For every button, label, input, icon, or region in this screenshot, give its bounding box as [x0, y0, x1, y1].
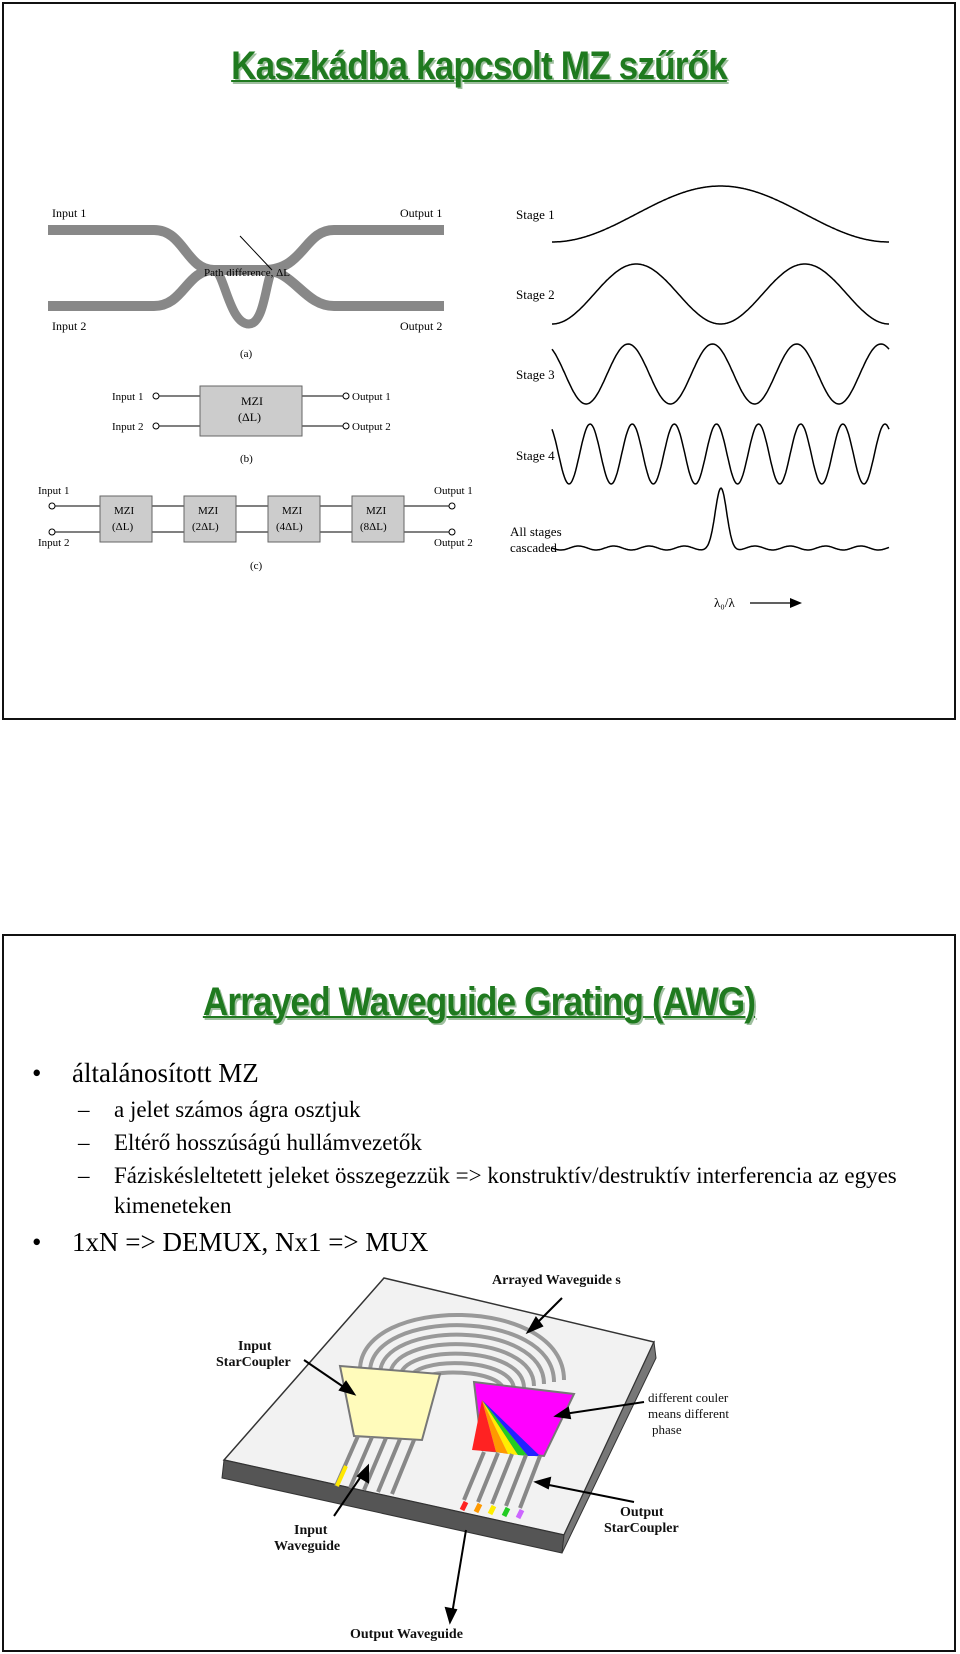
svg-text:(4ΔL): (4ΔL) [276, 521, 303, 533]
cascaded-curve [552, 488, 889, 550]
svg-text:MZI: MZI [198, 505, 219, 517]
fig-a-path-diff-pointer [240, 236, 272, 270]
awg-diagram [4, 1270, 954, 1650]
fig-c-mzi-box-4 [352, 496, 404, 542]
label-input-star-2: StarCoupler [216, 1355, 291, 1370]
stage4-curve [552, 424, 889, 484]
slide2-title: Arrayed Waveguide Grating (AWG) [202, 980, 756, 1024]
label-diff-3: phase [652, 1422, 682, 1437]
sub-bullet-3: – Fáziskésleltetett jeleket összegezzük => konstruktív/destruktív interferencia az egyes kimeneteken [32, 1161, 954, 1221]
fig-b-output2: Output 2 [352, 421, 391, 433]
label-output-wg: Output Waveguide [350, 1627, 463, 1642]
stage1-curve [552, 186, 889, 242]
fig-c-mzi-box-3 [268, 496, 320, 542]
axis-label: λ₀/λ [714, 595, 735, 610]
bullet-list [32, 1052, 954, 1264]
slide1-title: Kaszkádba kapcsolt MZ szűrők [231, 44, 727, 88]
stage3-label: Stage 3 [516, 367, 555, 382]
label-diff-2: means different [648, 1406, 729, 1421]
fig-b-input1: Input 1 [112, 391, 144, 403]
svg-text:MZI: MZI [282, 505, 303, 517]
all-stages-label-1: All stages [510, 524, 562, 539]
svg-text:MZI: MZI [366, 505, 387, 517]
svg-text:(2ΔL): (2ΔL) [192, 521, 219, 533]
label-diff-1: different couler [648, 1390, 729, 1405]
axis-arrowhead [790, 598, 802, 608]
fig-c-output1: Output 1 [434, 485, 473, 497]
bullet-2: • 1xN => DEMUX, Nx1 => MUX [32, 1225, 954, 1260]
stage1-label: Stage 1 [516, 207, 555, 222]
mz-cascade-figure [4, 184, 954, 634]
fig-a-path-diff: Path difference, ΔL [204, 267, 290, 279]
fig-c-input2: Input 2 [38, 537, 70, 549]
fig-c-caption: (c) [250, 560, 263, 572]
label-input-wg-2: Waveguide [274, 1539, 341, 1554]
stage4-label: Stage 4 [516, 448, 555, 463]
fig-b-caption: (b) [240, 453, 253, 465]
fig-c-mzi-box-2 [184, 496, 236, 542]
fig-a-input1: Input 1 [52, 206, 87, 220]
svg-text:(8ΔL): (8ΔL) [360, 521, 387, 533]
label-arrayed-waveguides: Arrayed Waveguide s [492, 1273, 621, 1288]
label-output-star-1: Output [620, 1505, 664, 1520]
label-input-star-1: Input [238, 1339, 272, 1354]
fig-c-output2: Output 2 [434, 537, 473, 549]
fig-b-input2: Input 2 [112, 421, 144, 433]
fig-b-mzi-label: MZI [241, 394, 263, 408]
fig-a-caption: (a) [240, 348, 253, 360]
svg-text:(ΔL): (ΔL) [112, 521, 134, 533]
all-stages-label-2: cascaded [510, 540, 557, 555]
fig-b-output1: Output 1 [352, 391, 391, 403]
stage2-label: Stage 2 [516, 287, 555, 302]
bullet-1: • általánosított MZ [32, 1056, 954, 1091]
fig-c-input1: Input 1 [38, 485, 70, 497]
label-output-star-2: StarCoupler [604, 1521, 679, 1536]
sub-bullet-1: – a jelet számos ágra osztjuk [32, 1095, 954, 1125]
fig-c-mzi-box-1 [100, 496, 152, 542]
fig-a-input2: Input 2 [52, 319, 87, 333]
stage3-curve [552, 344, 889, 404]
input-star-coupler [340, 1366, 440, 1440]
fig-a-upper-arm [48, 230, 444, 270]
fig-a-output1: Output 1 [400, 206, 443, 220]
slide-mz-cascade [2, 2, 956, 720]
slide-awg [2, 934, 956, 1652]
label-input-wg-1: Input [294, 1523, 328, 1538]
fig-a-output2: Output 2 [400, 319, 443, 333]
svg-text:MZI: MZI [114, 505, 135, 517]
sub-bullet-2: – Eltérő hosszúságú hullámvezetők [32, 1128, 954, 1158]
fig-b-mzi-sub: (ΔL) [238, 410, 262, 424]
stage2-curve [552, 264, 889, 324]
